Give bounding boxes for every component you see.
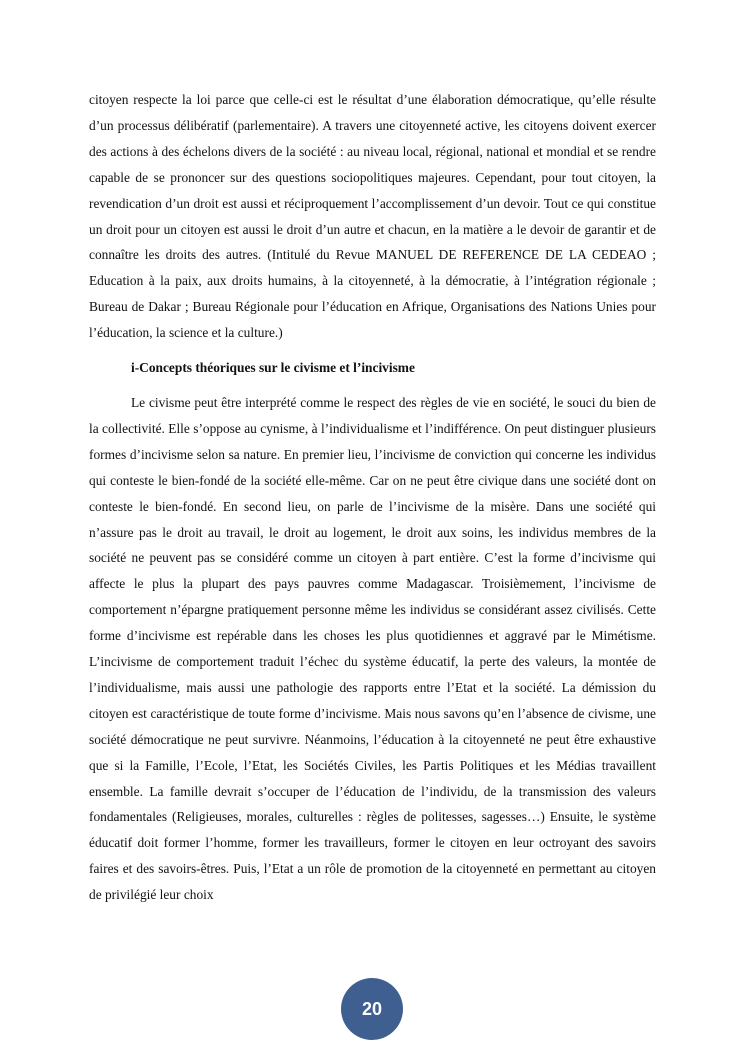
section-heading: i-Concepts théoriques sur le civisme et l’incivisme [131,360,415,376]
paragraph-civisme: Le civisme peut être interprété comme le respect des règles de vie en société, le souci du bien de la collectivité. Elle s’oppose au cynisme, à l’individualisme et l’indifférence. On peut distinguer plusieurs formes d’incivisme selon sa nature. En premier lieu, l’incivisme de conviction qui concerne les individus qui conteste le bien-fondé de la société elle-même. Car on ne peut être civique dans une société dont on conteste le bien-fondé. En second lieu, on parle de l’incivisme de la misère. Dans une société qui n’assure pas le droit au travail, le droit au logement, le droit aux soins, les individus membres de la société ne peuvent pas se considéré comme un citoyen à part entière. C’est la forme d’incivisme qui affecte le plus la plupart des pays pauvres comme Madagascar. Troisièmement, l’incivisme de comportement n’épargne pratiquement personne même les individus se considérant assez civilisés. Cette forme d’incivisme est repérable dans les choses les plus quotidiennes et aggravé par le Mimétisme. L’incivisme de comportement traduit l’échec du système éducatif, la perte des valeurs, la montée de l’individualisme, mais aussi une pathologie des rapports entre l’Etat et la société. La démission du citoyen est caractéristique de toute forme d’incivisme. Mais nous savons qu’en l’absence de civisme, une société démocratique ne peut survivre. Néanmoins, l’éducation à la citoyenneté ne peut être exhaustive que si la Famille, l’Ecole, l’Etat, les Sociétés Civiles, les Partis Politiques et les Médias travaillent ensemble. La famille devrait s’occuper de l’éducation de l’individu, de la transmission des valeurs fondamentales (Religieuses, morales, culturelles : règles de politesses, sagesses…) Ensuite, le système éducatif doit former l’homme, former les travailleurs, former le citoyen en leur octroyant des savoirs faires et des savoirs-êtres. Puis, l’Etat a un rôle de promotion de la citoyenneté en permettant au citoyen de privilégié leur choix [89,394,656,903]
page-number-badge: 20 [341,978,403,1040]
paragraph-citoyennete: citoyen respecte la loi parce que celle-ci est le résultat d’une élaboration démocratique, qu’elle résulte d’un processus délibératif (parlementaire). A travers une citoyenneté active, les citoyens doivent exercer des actions à des échelons divers de la société : au niveau local, régional, national et mondial et se rendre capable de se prononcer sur des questions sociopolitiques majeures. Cependant, pour tout citoyen, la revendication d’un droit est aussi et réciproquement l’accomplissement d’un devoir. Tout ce qui constitue un droit pour un citoyen est aussi le droit d’un autre et chacun, en la matière a le devoir de garantir et de connaître les droits des autres. (Intitulé du Revue MANUEL DE REFERENCE DE LA CEDEAO ; Education à la paix, aux droits humains, à la citoyenneté, à la démocratie, à l’intégration régionale ; Bureau de Dakar ; Bureau Régionale pour l’éducation en Afrique, Organisations des Nations Unies pour l’éducation, la science et la culture.) [89,92,656,341]
document-body [89,87,656,908]
